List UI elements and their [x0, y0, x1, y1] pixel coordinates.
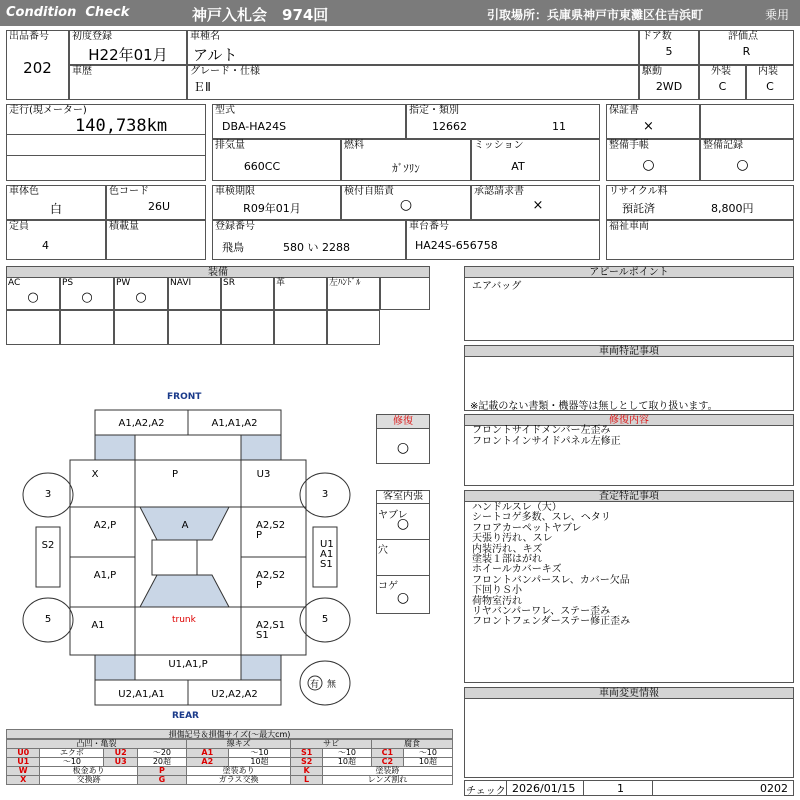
panel-line: 下回りＳ小	[472, 585, 522, 597]
repair-value: ○	[396, 440, 410, 456]
change-body	[464, 698, 794, 778]
legend-category: 腐食	[371, 740, 452, 749]
legend-table	[6, 739, 453, 785]
capacity-label: 定員	[9, 221, 29, 232]
spare-none: 無	[327, 680, 337, 690]
model-label: 型式	[215, 105, 235, 116]
disp-label: 排気量	[215, 140, 245, 151]
tire-rear-right[interactable]: 5	[321, 614, 329, 625]
part-a1[interactable]: A1	[91, 620, 105, 631]
part-top-right[interactable]: A1,A1,A2	[211, 418, 258, 429]
legend-desc: 10超	[322, 758, 371, 767]
tire-front-right[interactable]: 3	[321, 489, 329, 500]
model-value: DBA-HA24S	[222, 120, 287, 133]
legend-title: 損傷記号＆損傷サイズ(〜最大cm)	[6, 729, 453, 739]
legend-code: U3	[104, 758, 137, 767]
inspect-header: 査定特記事項	[464, 490, 794, 502]
part-a[interactable]: A	[181, 520, 189, 531]
part-right-upper-b[interactable]: P	[256, 530, 263, 541]
front-label: FRONT	[167, 392, 202, 402]
color-value: 白	[49, 202, 62, 216]
part-right-upper-a[interactable]: A2,S2	[256, 520, 286, 531]
part-right-mid-b[interactable]: P	[256, 580, 263, 591]
legend-desc: 塗装あり	[186, 767, 290, 776]
panel-line: 内装汚れ、キズ	[472, 543, 543, 555]
check-code: 0202	[760, 782, 788, 795]
manual-value: ○	[642, 157, 655, 173]
legend-desc: 20超	[137, 758, 186, 767]
equip-label: 左ﾊﾝﾄﾞﾙ	[329, 278, 361, 288]
legend-desc: ガラス交換	[186, 776, 290, 785]
manual-label: 整備手帳	[609, 140, 649, 151]
equipment-header: 装備	[6, 266, 430, 278]
part-right-mid-a[interactable]: A2,S2	[256, 570, 286, 581]
legend-desc: レンズ割れ	[322, 776, 452, 785]
legend-code: L	[291, 776, 323, 785]
capacity-value: 4	[42, 239, 49, 252]
welfare-label: 福祉車両	[609, 221, 649, 232]
chassis-value: HA24S-656758	[415, 239, 498, 252]
panel-line: 天張り汚れ、スレ	[472, 533, 553, 545]
legend-desc: 塗装跡	[322, 767, 452, 776]
check-divider-2	[583, 780, 584, 796]
equip-label: PW	[116, 278, 131, 288]
legend-desc: 10超	[228, 758, 291, 767]
check-divider-3	[652, 780, 653, 796]
repair-content-lines	[472, 425, 621, 447]
legend-category: サビ	[291, 740, 372, 749]
tire-front-left[interactable]: 3	[44, 489, 52, 500]
panel-line: ホイールカバーキズ	[472, 564, 562, 576]
check-label: チェック	[466, 786, 506, 797]
legend-category: 線キズ	[186, 740, 290, 749]
legend-code: C2	[371, 758, 403, 767]
legend-code: X	[7, 776, 40, 785]
aftcheck-value: ○	[399, 197, 413, 213]
legend-code: P	[137, 767, 186, 776]
fuel-value: ｶﾞｿﾘﾝ	[392, 162, 420, 175]
legend-code: U1	[7, 758, 40, 767]
interior-yabure-value: ○	[396, 516, 410, 532]
check-count: 1	[617, 782, 624, 795]
legend-desc: 〜10	[403, 749, 452, 758]
part-a2p[interactable]: A2,P	[93, 520, 117, 531]
warranty-label: 保証書	[609, 105, 639, 116]
mission-value: AT	[511, 160, 525, 173]
legend-code: G	[137, 776, 186, 785]
record-value: ○	[736, 157, 749, 173]
check-divider-1	[506, 780, 507, 796]
legend-desc: エクボ	[40, 749, 104, 758]
interior-yabure: ヤブレ	[378, 510, 408, 521]
interior-title: 客室内張	[376, 490, 430, 504]
side-left-s2[interactable]: S2	[41, 540, 55, 551]
plate-label: 登録番号	[215, 221, 255, 232]
brand-title: Condition Check	[6, 5, 130, 20]
inspect-lines	[472, 503, 630, 628]
class-value: 11	[552, 120, 566, 133]
history-label: 車歴	[72, 66, 92, 77]
load-label: 積載量	[109, 221, 139, 232]
lot-label: 出品番号	[9, 31, 49, 42]
equip-value: ○	[81, 290, 93, 305]
part-right-lower-b[interactable]: S1	[256, 630, 269, 641]
designation-value: 12662	[432, 120, 467, 133]
pickup-location: 引取場所：兵庫県神戸市東灘区住吉浜町	[487, 8, 704, 22]
part-x[interactable]: X	[91, 469, 99, 480]
equip-value: ○	[135, 290, 147, 305]
appeal-header: アピールポイント	[464, 266, 794, 278]
legend-desc: 〜20	[137, 749, 186, 758]
tire-rear-left[interactable]: 5	[44, 614, 52, 625]
color-code-label: 色コード	[109, 186, 149, 197]
legend-desc: 交換跡	[40, 776, 137, 785]
recycle-status: 預託済	[622, 202, 655, 215]
legend-code: S1	[291, 749, 323, 758]
plate-area: 飛鳥	[222, 241, 244, 254]
panel-line: 荷物室汚れ	[472, 595, 522, 607]
legend-category: 凸凹・亀裂	[7, 740, 187, 749]
part-u1a1p[interactable]: U1,A1,P	[168, 659, 208, 670]
legend-code: U2	[104, 749, 137, 758]
special-header: 車両特記事項	[464, 345, 794, 357]
panel-line: 塗装１部はがれ	[472, 554, 542, 566]
drive-label: 駆動	[642, 66, 662, 77]
spare-have: 有	[310, 680, 320, 690]
side-right-u1[interactable]: U1	[320, 539, 334, 550]
side-right-s1[interactable]: S1	[320, 559, 333, 570]
mission-label: ミッション	[474, 140, 524, 151]
part-u3[interactable]: U3	[256, 469, 271, 480]
int-label: 内装	[758, 66, 778, 77]
legend-code: A2	[186, 758, 228, 767]
rear-label: REAR	[172, 711, 199, 721]
repair-title: 修復	[376, 414, 430, 429]
recycle-fee: 8,800円	[711, 202, 754, 215]
special-note: ※記載のない書類・機器等は無しとして取り扱います。	[470, 401, 718, 412]
panel-line: フロアカーペットヤブレ	[472, 522, 582, 534]
int-value: C	[766, 80, 774, 93]
auction-title: 神戸入札会 974回	[192, 6, 329, 24]
lot-number: 202	[23, 59, 52, 77]
panel-line: フロントバンパースレ、カバー欠品	[472, 574, 630, 586]
ext-label: 外装	[711, 66, 731, 77]
warranty-value: ×	[643, 119, 654, 134]
legend-desc: 〜10	[322, 749, 371, 758]
vehicle-name: アルト	[193, 46, 238, 64]
part-bot-left[interactable]: U2,A1,A1	[118, 689, 165, 700]
inspection-label: 車検期限	[215, 186, 255, 197]
category: 乗用	[765, 8, 790, 22]
legend-desc: 〜10	[40, 758, 104, 767]
disp-value: 660CC	[243, 160, 281, 173]
plate-number: 580 い 2288	[283, 241, 350, 254]
legend-code: A1	[186, 749, 228, 758]
warranty-empty-cell	[700, 104, 794, 139]
grade-label: グレード・仕様	[190, 66, 260, 77]
doors-value: 5	[665, 45, 673, 58]
equip-label: SR	[223, 278, 235, 288]
part-top-left[interactable]: A1,A2,A2	[118, 418, 165, 429]
name-label: 車種名	[190, 31, 220, 42]
repair-content-header: 修復内容	[464, 414, 794, 426]
legend-code: W	[7, 767, 40, 776]
legend-desc: 10超	[403, 758, 452, 767]
first-reg-label: 初度登録	[72, 31, 112, 42]
drive-value: 2WD	[655, 80, 683, 93]
legend-code: C1	[371, 749, 403, 758]
legend-desc: 板金あり	[40, 767, 137, 776]
color-code-value: 26U	[147, 200, 171, 213]
panel-line: シートコゲ多数、スレ、ヘタリ	[472, 512, 611, 524]
appeal-text: エアバッグ	[472, 281, 522, 292]
grade-value: ＥⅡ	[193, 80, 211, 94]
score-label: 評価点	[728, 31, 758, 42]
recycle-label: リサイクル料	[609, 186, 668, 197]
mileage-label: 走行(現メーター)	[9, 105, 87, 116]
part-p[interactable]: P	[171, 469, 179, 480]
equip-value: ○	[27, 290, 39, 305]
legend-code: K	[291, 767, 323, 776]
change-header: 車両変更情報	[464, 687, 794, 699]
fuel-label: 燃料	[344, 140, 364, 151]
approval-label: 承認請求書	[474, 186, 524, 197]
designation-label: 指定・類別	[409, 105, 459, 116]
interior-ana: 穴	[378, 545, 388, 556]
part-a1p[interactable]: A1,P	[93, 570, 117, 581]
equip-label: NAVI	[170, 278, 192, 288]
legend-desc: 〜10	[228, 749, 291, 758]
chassis-label: 車台番号	[409, 221, 449, 232]
legend-code: S2	[291, 758, 323, 767]
check-date: 2026/01/15	[512, 782, 576, 795]
score-value: R	[742, 45, 751, 58]
color-label: 車体色	[9, 186, 39, 197]
equip-label: AC	[8, 278, 21, 288]
inspection-value: R09年01月	[243, 202, 301, 215]
panel-line: リヤバンパーワレ、ステー歪み	[472, 606, 611, 618]
panel-line: フロントフェンダーステー修正歪み	[472, 616, 631, 628]
equip-label: PS	[62, 278, 74, 288]
part-bot-right[interactable]: U2,A2,A2	[211, 689, 258, 700]
equip-label: 革	[276, 278, 286, 288]
part-right-lower-a[interactable]: A2,S1	[256, 620, 286, 631]
mileage-value: 140,738km	[75, 116, 168, 136]
interior-koge-value: ○	[396, 590, 410, 606]
ext-value: C	[718, 80, 727, 93]
side-right-a1[interactable]: A1	[320, 549, 334, 560]
interior-koge: コゲ	[378, 581, 398, 592]
legend-code: U0	[7, 749, 40, 758]
aftcheck-label: 検付自賠責	[344, 186, 394, 197]
first-reg-value: H22年01月	[88, 46, 168, 64]
panel-line: フロントインサイドパネル左修正	[472, 436, 621, 447]
doors-label: ドア数	[642, 31, 672, 42]
trunk-label: trunk	[172, 615, 196, 625]
approval-value: ×	[532, 198, 544, 213]
panel-line: ハンドルスレ（大）	[472, 502, 562, 513]
panel-line: フロントサイドメンバー左歪み	[472, 425, 611, 436]
record-label: 整備記録	[703, 140, 743, 151]
